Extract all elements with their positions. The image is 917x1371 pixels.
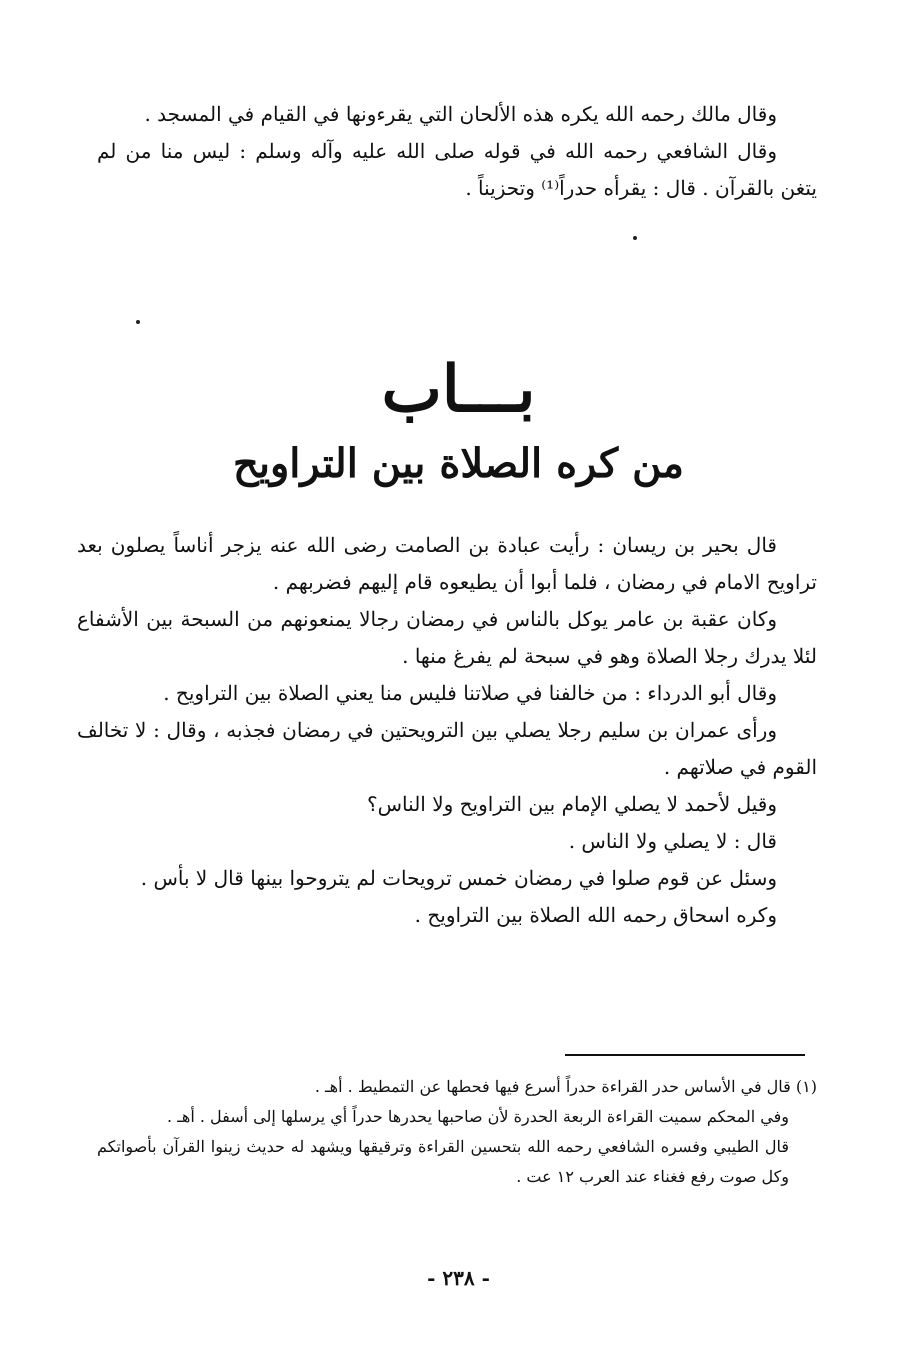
body-paragraph: وسئل عن قوم صلوا في رمضان خمس ترويحات لم يتروحوا بينها قال لا بأس . bbox=[140, 866, 777, 890]
intro-paragraph-shafii: وقال الشافعي رحمه الله في قوله صلى الله عليه وآله وسلم : ليس منا من لم يتغن بالقرآن . قال : يقرأه حدراً⁽¹⁾ وتحزيناً . bbox=[97, 139, 817, 200]
body-paragraph: قال بحير بن ريسان : رأيت عبادة بن الصامت رضى الله عنه يزجر أناساً يصلون بعد تراويح الامام في رمضان ، فلما أبوا أن يطيعوه قام إليهم فضربهم . bbox=[77, 533, 817, 594]
intro-paragraph-malik: وقال مالك رحمه الله يكره هذه الألحان التي يقرءونها في القيام في المسجد . bbox=[144, 102, 777, 126]
chapter-subtitle: من كره الصلاة بين التراويح bbox=[233, 440, 684, 487]
speck-mark bbox=[136, 320, 140, 324]
page-number: - ٢٣٨ - bbox=[427, 1266, 490, 1290]
body-paragraph: وقيل لأحمد لا يصلي الإمام بين التراويح ولا الناس؟ bbox=[367, 792, 777, 816]
body-paragraph: ورأى عمران بن سليم رجلا يصلي بين الترويحتين في رمضان فجذبه ، وقال : لا تخالف القوم في صلاتهم . bbox=[77, 718, 817, 779]
body-paragraph: قال : لا يصلي ولا الناس . bbox=[568, 829, 777, 853]
intro-section bbox=[97, 96, 817, 207]
chapter-body bbox=[77, 527, 817, 934]
chapter-heading: بـــاب bbox=[381, 352, 536, 427]
footnotes bbox=[97, 1072, 817, 1192]
body-paragraph: وكره اسحاق رحمه الله الصلاة بين التراويح . bbox=[414, 903, 777, 927]
footnote-continuation: قال الطيبي وفسره الشافعي رحمه الله بتحسين القراءة وترقيقها ويشهد له حديث زينوا القرآن بأصواتكم وكل صوت رفع فغناء عند العرب ١٢ عت . bbox=[97, 1137, 789, 1186]
footnote-1: (١) قال في الأساس حدر القراءة حدراً أسرع فيها فحطها عن التمطيط . أهـ . bbox=[314, 1077, 817, 1096]
body-paragraph: وقال أبو الدرداء : من خالفنا في صلاتنا فليس منا يعني الصلاة بين التراويح . bbox=[163, 681, 777, 705]
footnote-separator bbox=[565, 1054, 805, 1056]
speck-mark bbox=[633, 236, 637, 240]
footnote-continuation: وفي المحكم سميت القراءة الربعة الحدرة لأن صاحبها يحدرها حدراً أي يرسلها إلى أسفل . أهـ . bbox=[167, 1107, 789, 1126]
body-paragraph: وكان عقبة بن عامر يوكل بالناس في رمضان رجالا يمنعونهم من السبحة بين الأشفاع لئلا يدرك رجلا الصلاة وهو في سبحة لم يفرغ منها . bbox=[77, 607, 817, 668]
